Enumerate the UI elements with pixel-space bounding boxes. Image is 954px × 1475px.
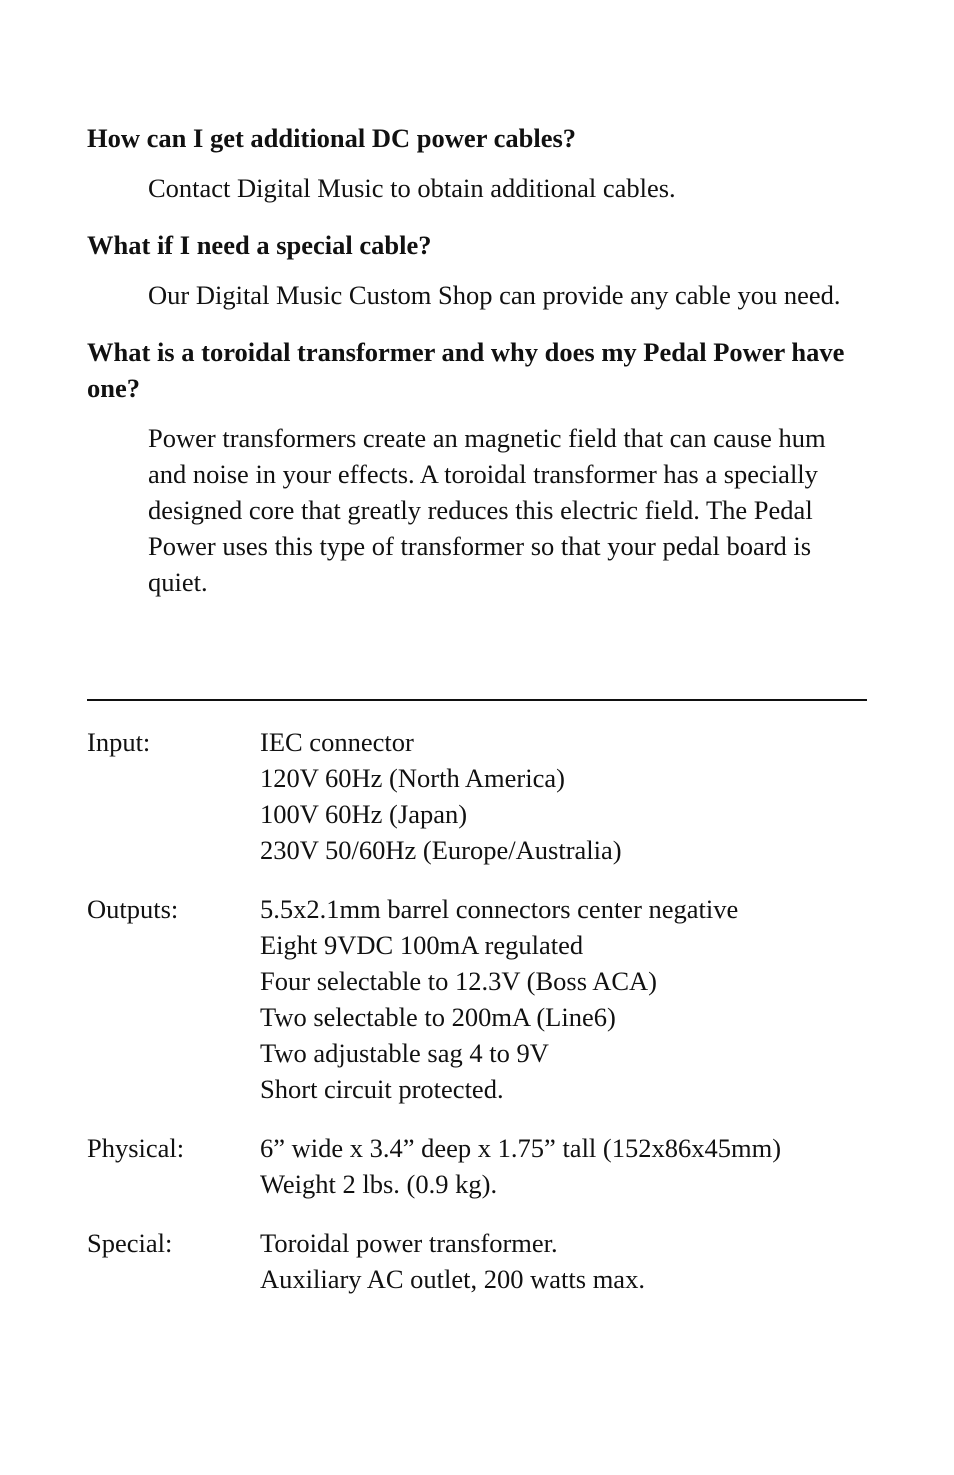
spec-value: Weight 2 lbs. (0.9 kg). — [260, 1169, 498, 1199]
spec-value: 6” wide x 3.4” deep x 1.75” tall (152x86x45mm) — [260, 1133, 782, 1163]
spec-values — [260, 891, 867, 1107]
spec-row-input — [87, 724, 867, 868]
faq-answer: Contact Digital Music to obtain additional cables. — [148, 173, 676, 203]
spec-value: Short circuit protected. — [260, 1074, 504, 1104]
spec-label: Physical: — [87, 1133, 185, 1163]
spec-value: Auxiliary AC outlet, 200 watts max. — [260, 1264, 645, 1294]
faq-question: What is a toroidal transformer and why does my Pedal Power have one? — [87, 337, 845, 403]
spec-row-physical — [87, 1130, 867, 1202]
spec-values — [260, 1225, 867, 1297]
section-divider — [87, 699, 867, 701]
spec-row-special — [87, 1225, 867, 1297]
spec-row-outputs — [87, 891, 867, 1107]
faq-answer: Power transformers create an magnetic field that can cause hum and noise in your effects. A toroidal transformer has a specially designed core that greatly reduces this electric field. The Pedal Power uses this type of transformer so that your pedal board is quiet. — [148, 423, 826, 597]
spec-value: Four selectable to 12.3V (Boss ACA) — [260, 966, 657, 996]
spec-value: Two adjustable sag 4 to 9V — [260, 1038, 549, 1068]
spec-label: Special: — [87, 1228, 173, 1258]
spec-label: Outputs: — [87, 894, 179, 924]
spec-value: Two selectable to 200mA (Line6) — [260, 1002, 616, 1032]
faq-section — [87, 120, 867, 600]
faq-item — [87, 334, 867, 600]
spec-value: 5.5x2.1mm barrel connectors center negative — [260, 894, 739, 924]
spec-value: 100V 60Hz (Japan) — [260, 799, 468, 829]
faq-answer: Our Digital Music Custom Shop can provide any cable you need. — [148, 280, 841, 310]
spec-value: Toroidal power transformer. — [260, 1228, 558, 1258]
spec-value: 120V 60Hz (North America) — [260, 763, 565, 793]
spec-label: Input: — [87, 727, 151, 757]
faq-question: How can I get additional DC power cables? — [87, 123, 577, 153]
faq-item — [87, 227, 867, 313]
spec-value: 230V 50/60Hz (Europe/Australia) — [260, 835, 622, 865]
spec-value: Eight 9VDC 100mA regulated — [260, 930, 584, 960]
faq-question: What if I need a special cable? — [87, 230, 432, 260]
spec-values — [260, 724, 867, 868]
spec-values — [260, 1130, 867, 1202]
spec-value: IEC connector — [260, 727, 414, 757]
specifications-table — [87, 724, 867, 1297]
faq-item — [87, 120, 867, 206]
